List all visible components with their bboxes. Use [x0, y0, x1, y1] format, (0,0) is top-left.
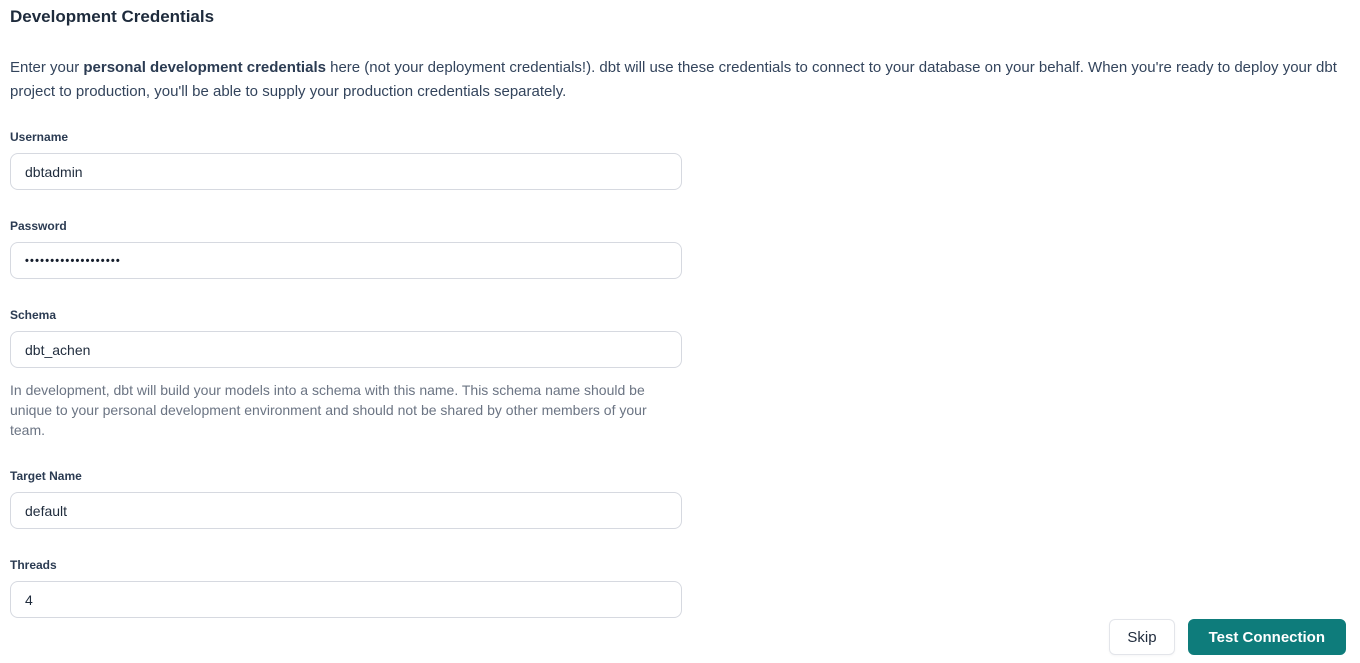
schema-field-group: [10, 309, 1346, 440]
test-connection-button[interactable]: Test Connection: [1188, 619, 1346, 655]
intro-bold: personal development credentials: [83, 59, 326, 76]
password-label: Password: [10, 219, 67, 233]
schema-help-text: In development, dbt will build your models into a schema with this name. This schema name should be unique to your personal development environment and should not be shared by other members of your team.: [10, 382, 647, 438]
target-name-input[interactable]: [10, 492, 682, 529]
intro-paragraph: [10, 56, 1344, 104]
footer-actions: [1109, 619, 1346, 655]
skip-button[interactable]: Skip: [1109, 619, 1174, 655]
username-field-group: [10, 131, 1346, 190]
password-field-group: [10, 220, 1346, 279]
credentials-form: [10, 131, 1346, 618]
intro-prefix: Enter your: [10, 59, 84, 76]
page-title: Development Credentials: [10, 7, 215, 26]
schema-label: Schema: [10, 308, 57, 322]
username-input[interactable]: [10, 153, 682, 190]
threads-label: Threads: [10, 558, 57, 572]
threads-input[interactable]: [10, 581, 682, 618]
target-name-label: Target Name: [10, 469, 82, 483]
threads-field-group: [10, 559, 1346, 618]
password-input[interactable]: [10, 242, 682, 279]
intro-suffix: here (not your deployment credentials!). dbt will use these credentials to connect to your database on your behalf. When you're ready to deploy your dbt project to production, you'll be able to supply your production credentials separately.: [10, 59, 1337, 100]
target-name-field-group: [10, 470, 1346, 529]
schema-input[interactable]: [10, 331, 682, 368]
username-label: Username: [10, 130, 69, 144]
